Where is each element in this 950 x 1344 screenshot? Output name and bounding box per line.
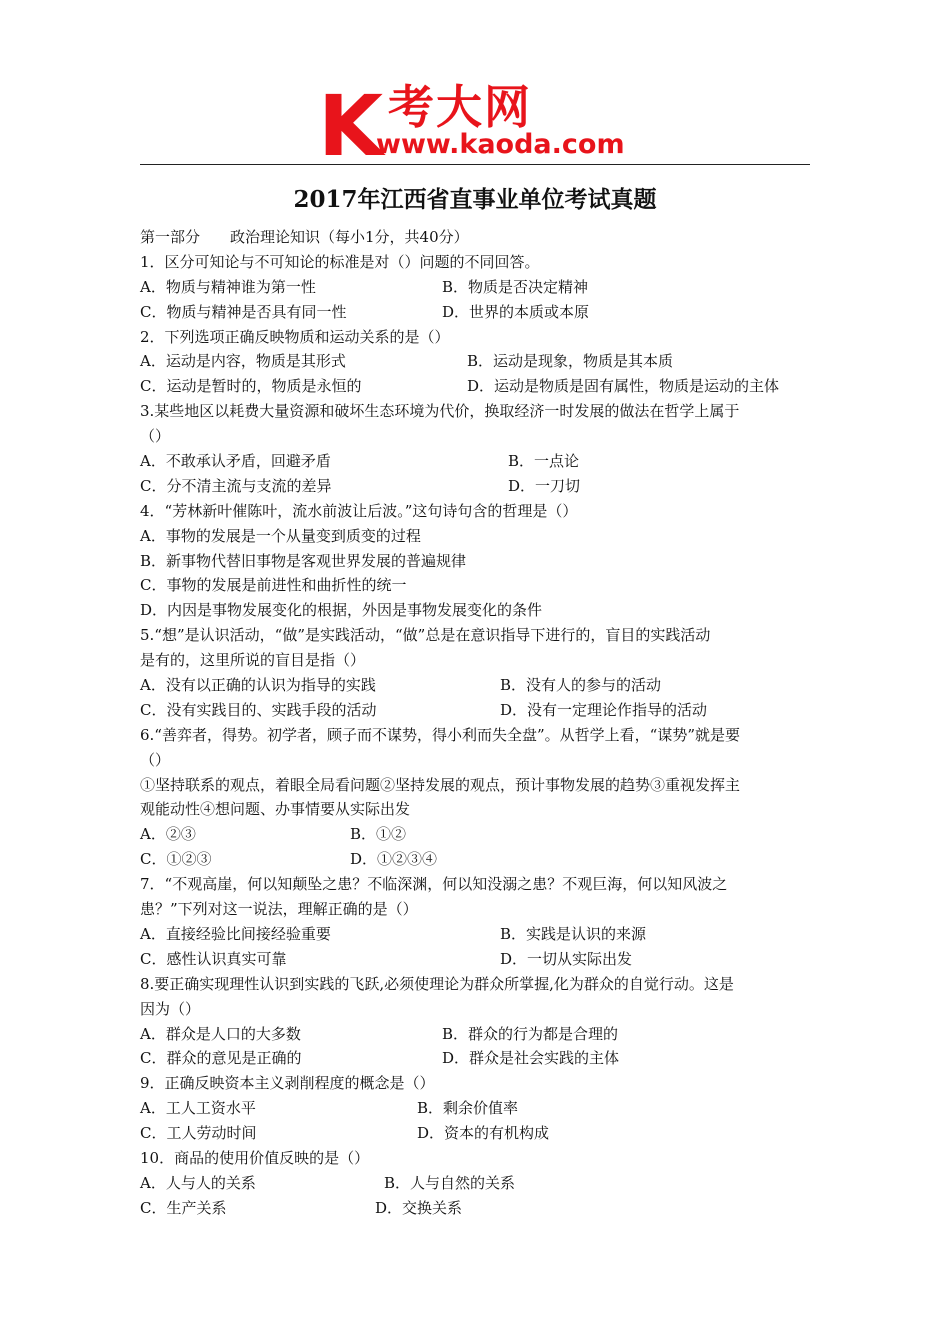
- question-3: [140, 399, 816, 499]
- question-stem: 3.某些地区以耗费大量资源和破坏生态环境为代价，换取经济一时发展的做法在哲学上属于: [140, 402, 740, 421]
- kaoda-logo: [318, 77, 638, 175]
- option-d: D．世界的本质或本原: [442, 302, 590, 321]
- option-c: C．生产关系: [140, 1198, 227, 1217]
- option-b: B．①②: [350, 825, 407, 844]
- question-6: [140, 723, 816, 872]
- option-row: [140, 1096, 816, 1121]
- question-stem: 1．区分可知论与不可知论的标准是对（）问题的不同回答。: [140, 252, 540, 271]
- option-c: C．工人劳动时间: [140, 1124, 257, 1143]
- option-d: D．群众是社会实践的主体: [442, 1049, 620, 1068]
- question-1: [140, 250, 816, 325]
- section-heading: 第一部分 政治理论知识（每小1分，共40分）: [140, 228, 469, 246]
- option-row: [140, 947, 816, 972]
- question-4: [140, 499, 816, 623]
- option-c: C．事物的发展是前进性和曲折性的统一: [140, 576, 407, 595]
- option-b: B．群众的行为都是合理的: [442, 1024, 619, 1043]
- option-c: C．没有实践目的、实践手段的活动: [140, 700, 377, 719]
- question-stem: 9．正确反映资本主义剥削程度的概念是（）: [140, 1074, 435, 1093]
- option-b: B．新事物代替旧事物是客观世界发展的普遍规律: [140, 551, 467, 570]
- option-row: [140, 847, 816, 872]
- option-c: C．群众的意见是正确的: [140, 1049, 302, 1068]
- question-statements: ①坚持联系的观点，着眼全局看问题②坚持发展的观点，预计事物发展的趋势③重视发挥主: [140, 775, 741, 794]
- option-a: A．直接经验比间接经验重要: [140, 924, 331, 943]
- option-row: [140, 275, 816, 300]
- option-row: [140, 300, 816, 325]
- option-row: [140, 673, 816, 698]
- question-8: [140, 972, 816, 1072]
- option-d: D．交换关系: [375, 1198, 463, 1217]
- option-c: C．运动是暂时的，物质是永恒的: [140, 377, 362, 396]
- option-b: B．一点论: [508, 452, 580, 471]
- question-stem-cont: 是有的，这里所说的盲目是指（）: [140, 651, 366, 670]
- option-row: [140, 922, 816, 947]
- option-b: B．人与自然的关系: [384, 1173, 516, 1192]
- option-a: A．事物的发展是一个从量变到质变的过程: [140, 526, 421, 545]
- option-row: [140, 1046, 816, 1071]
- option-a: A．不敢承认矛盾，回避矛盾: [140, 452, 331, 471]
- option-b: B．运动是现象，物质是其本质: [467, 352, 674, 371]
- option-a: A．没有以正确的认识为指导的实践: [140, 676, 376, 695]
- option-row: [140, 822, 816, 847]
- document-title: 2017年江西省直事业单位考试真题: [293, 186, 657, 213]
- option-c: C．感性认识真实可靠: [140, 949, 287, 968]
- question-stem: 4．“芳林新叶催陈叶，流水前波让后波。”这句诗句含的哲理是（）: [140, 501, 578, 520]
- option-b: B．剩余价值率: [417, 1099, 519, 1118]
- question-stem-cont: （）: [140, 750, 171, 769]
- option-d: D．资本的有机构成: [417, 1124, 550, 1143]
- option-c: C．物质与精神是否具有同一性: [140, 302, 347, 321]
- question-2: [140, 325, 816, 400]
- question-10: [140, 1146, 816, 1221]
- question-stem: 8.要正确实现理性认识到实践的飞跃,必须使理论为群众所掌握,化为群众的自觉行动。这是: [140, 974, 734, 993]
- option-row: [140, 1171, 816, 1196]
- logo-name: 考大网: [388, 80, 532, 134]
- option-row: [140, 1022, 816, 1047]
- question-stem-cont: 因为（）: [140, 999, 201, 1018]
- option-a: A．人与人的关系: [140, 1173, 256, 1192]
- question-stem: 10．商品的使用价值反映的是（）: [140, 1148, 370, 1167]
- option-row: [140, 698, 816, 723]
- option-a: A．工人工资水平: [140, 1099, 256, 1118]
- option-a: A．②③: [140, 825, 196, 844]
- question-stem: 5.“想”是认识活动，“做”是实践活动，“做”总是在意识指导下进行的，盲目的实践活动: [140, 626, 711, 645]
- question-7: [140, 872, 816, 972]
- question-list: [140, 225, 816, 1221]
- header-divider: [140, 164, 810, 165]
- option-d: D．一切从实际出发: [500, 949, 633, 968]
- question-5: [140, 623, 816, 723]
- option-d: D．运动是物质是固有属性，物质是运动的主体: [467, 377, 780, 396]
- option-a: A．群众是人口的大多数: [140, 1024, 301, 1043]
- option-b: B．物质是否决定精神: [442, 277, 589, 296]
- option-b: B．没有人的参与的活动: [500, 676, 662, 695]
- option-d: D．没有一定理论作指导的活动: [500, 700, 708, 719]
- option-row: [140, 349, 816, 374]
- logo-url: www.kaoda.com: [376, 129, 625, 160]
- option-row: [140, 449, 816, 474]
- option-a: A．运动是内容，物质是其形式: [140, 352, 346, 371]
- question-stem: 6.“善弈者，得势。初学者，顾子而不谋势，得小利而失全盘”。从哲学上看，“谋势”就是要: [140, 725, 740, 744]
- option-d: D．①②③④: [350, 850, 438, 869]
- option-d: D．一刀切: [508, 476, 581, 495]
- logo-k-mark: K: [318, 77, 384, 175]
- question-9: [140, 1071, 816, 1146]
- option-b: B．实践是认识的来源: [500, 924, 647, 943]
- option-c: C．分不清主流与支流的差异: [140, 476, 332, 495]
- option-a: A．物质与精神谁为第一性: [140, 277, 316, 296]
- question-stem: 2．下列选项正确反映物质和运动关系的是（）: [140, 327, 450, 346]
- option-row: [140, 374, 816, 399]
- option-d: D．内因是事物发展变化的根据，外因是事物发展变化的条件: [140, 601, 543, 620]
- question-stem: 7．“不观高崖，何以知颠坠之患？不临深渊，何以知没溺之患？不观巨海，何以知风波之: [140, 875, 728, 894]
- question-statements-cont: 观能动性④想问题、办事情要从实际出发: [140, 800, 411, 819]
- question-stem-cont: （）: [140, 427, 171, 446]
- option-row: [140, 474, 816, 499]
- question-stem-cont: 患？”下列对这一说法，理解正确的是（）: [140, 900, 418, 919]
- option-c: C．①②③: [140, 850, 212, 869]
- option-row: [140, 1121, 816, 1146]
- option-row: [140, 1196, 816, 1221]
